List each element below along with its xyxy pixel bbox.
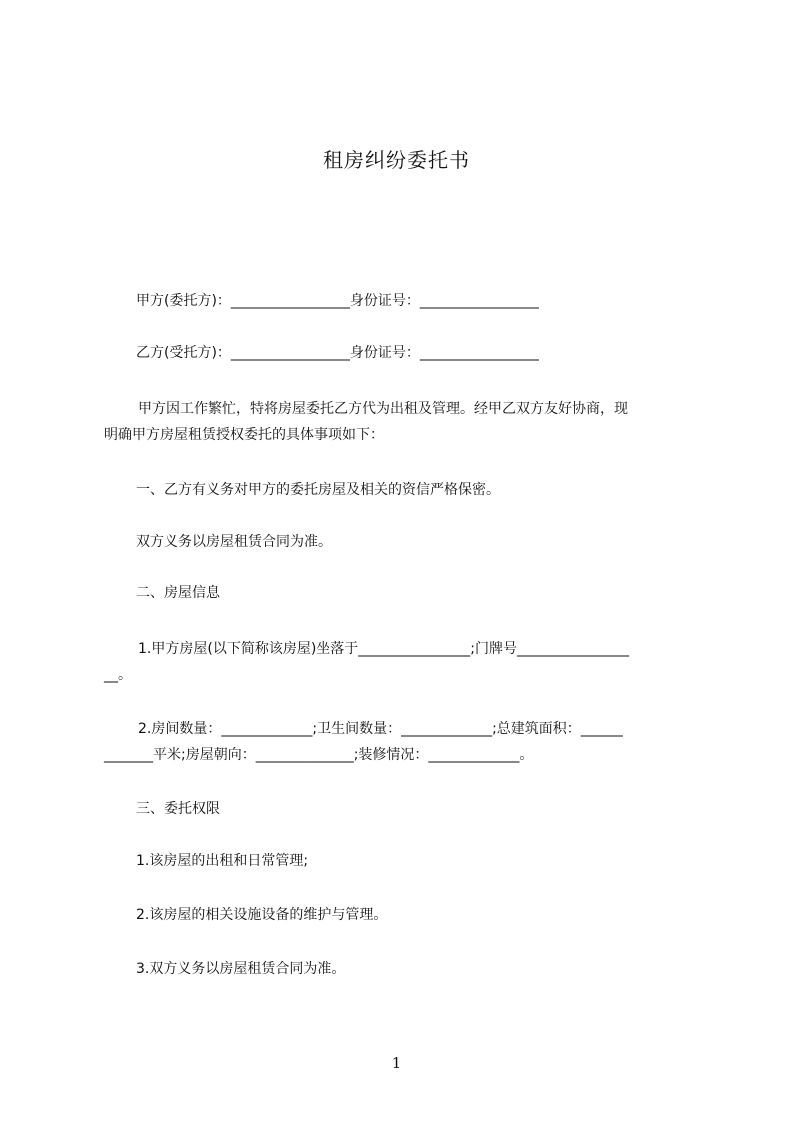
party-a-line: 甲方(委托方)：_________________身份证号：_________________ [136, 293, 539, 309]
item-2-1-line-2: __。 [104, 667, 132, 683]
page-number: 1 [391, 1054, 402, 1072]
intro-paragraph-line-2: 明确甲方房屋租赁授权委托的具体事项如下： [104, 427, 384, 443]
item-2-2-line-2: _______平米;房屋朝向：______________;装修情况：_____________。 [104, 747, 534, 763]
item-2-2-line-1: 2.房间数量：_____________;卫生间数量：_____________;总建筑面积：______ [138, 721, 623, 737]
section-1-heading: 一、乙方有义务对甲方的委托房屋及相关的资信严格保密。 [136, 482, 500, 498]
section-1-body: 双方义务以房屋租赁合同为准。 [136, 534, 332, 550]
document-title: 租房纠纷委托书 [323, 148, 470, 172]
item-3-2: 2.该房屋的相关设施设备的维护与管理。 [136, 907, 388, 923]
section-2-heading: 二、房屋信息 [136, 585, 220, 601]
item-3-1: 1.该房屋的出租和日常管理; [136, 853, 309, 869]
section-3-heading: 三、委托权限 [136, 801, 220, 817]
party-b-line: 乙方(受托方)：_________________身份证号：_________________ [136, 345, 539, 361]
item-2-1-line-1: 1.甲方房屋(以下简称该房屋)坐落于________________;门牌号________________ [138, 641, 629, 657]
intro-paragraph-line-1: 甲方因工作繁忙，特将房屋委托乙方代为出租及管理。经甲乙双方友好协商，现 [138, 401, 628, 417]
item-3-3: 3.双方义务以房屋租赁合同为准。 [136, 961, 346, 977]
